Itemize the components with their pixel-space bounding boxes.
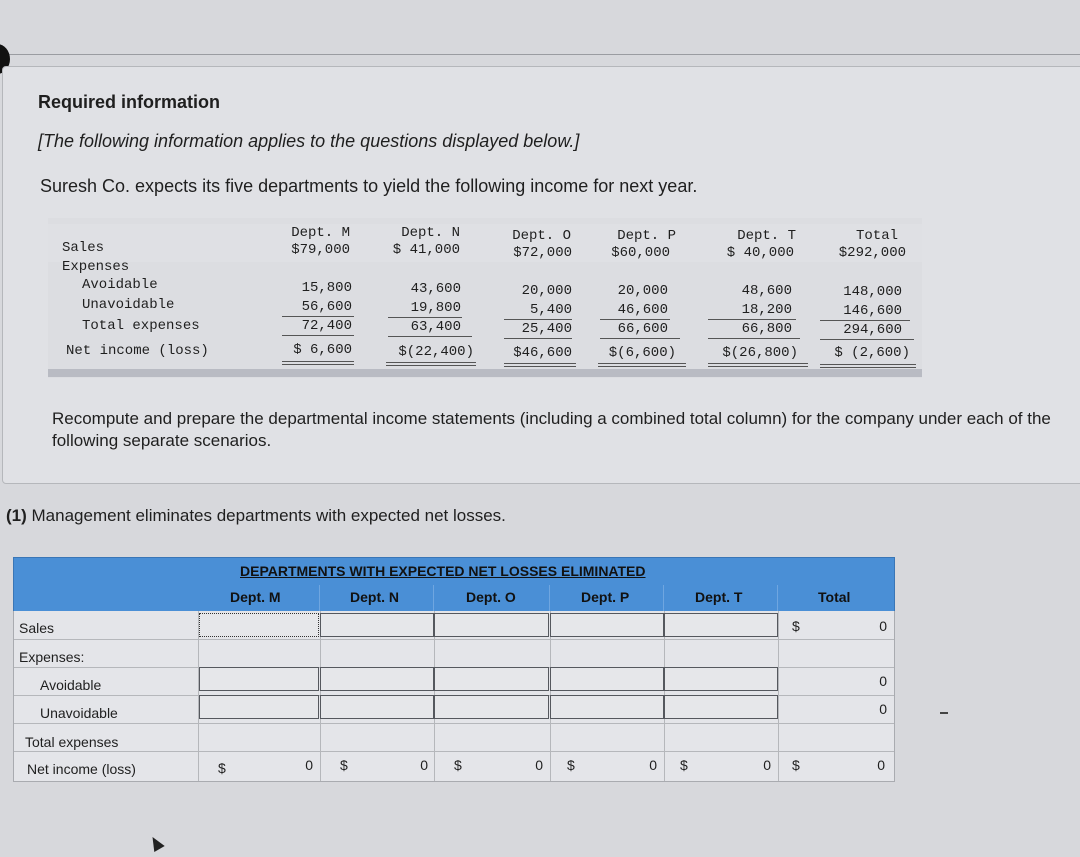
unavoidable-input-dept-m[interactable] bbox=[199, 695, 319, 719]
avoidable-total-value: 0 bbox=[879, 673, 887, 689]
unavoidable-input-dept-o[interactable] bbox=[434, 695, 549, 719]
given-label-expenses: Expenses bbox=[62, 259, 130, 275]
avoidable-input-dept-n[interactable] bbox=[320, 667, 434, 691]
answer-table-title: DEPARTMENTS WITH EXPECTED NET LOSSES ELIMINATED bbox=[240, 563, 646, 579]
intro-text: Suresh Co. expects its five departments to yield the following income for next year. bbox=[40, 176, 698, 196]
given-underline-n bbox=[388, 317, 462, 318]
given-sales-t: $ 40,000 bbox=[726, 245, 794, 261]
required-information-title: Required information bbox=[38, 92, 221, 112]
given-dunderline-m bbox=[282, 361, 354, 365]
given-total-exp-n: 63,400 bbox=[410, 319, 461, 335]
given-sales-n: $ 41,000 bbox=[392, 242, 460, 258]
given-underline-total bbox=[820, 320, 910, 321]
given-unavoidable-m: 56,600 bbox=[301, 299, 352, 315]
instruction-text: Recompute and prepare the departmental income statements (including a combined total column) for the company under each of the following separate scenarios. bbox=[52, 409, 1051, 450]
unavoidable-input-dept-t[interactable] bbox=[664, 695, 778, 719]
sales-input-dept-p[interactable] bbox=[550, 613, 664, 637]
answer-col-t: Dept. T bbox=[695, 589, 743, 605]
given-unavoidable-n: 19,800 bbox=[410, 300, 461, 316]
given-col-total: Total bbox=[855, 228, 898, 244]
given-unavoidable-total: 146,600 bbox=[843, 303, 902, 319]
unavoidable-input-dept-p[interactable] bbox=[550, 695, 664, 719]
given-dunderline-p bbox=[598, 363, 686, 367]
given-label-net-income: Net income (loss) bbox=[66, 343, 209, 359]
given-total-exp-total: 294,600 bbox=[843, 322, 902, 338]
header-divider bbox=[433, 585, 434, 611]
net-dollar-n: $ bbox=[340, 757, 348, 773]
row-line bbox=[14, 751, 894, 752]
given-avoidable-m: 15,800 bbox=[301, 280, 352, 296]
answer-label-total-expenses: Total expenses bbox=[25, 734, 119, 750]
given-avoidable-total: 148,000 bbox=[843, 284, 902, 300]
given-dunderline-total bbox=[820, 364, 916, 368]
given-avoidable-o: 20,000 bbox=[521, 283, 572, 299]
given-underline2-p bbox=[600, 338, 680, 339]
given-dunderline-n bbox=[386, 362, 476, 366]
given-label-total-expenses: Total expenses bbox=[82, 318, 200, 334]
sales-total-dollar: $ bbox=[792, 618, 800, 634]
answer-col-m: Dept. M bbox=[230, 589, 281, 605]
net-value-m: 0 bbox=[305, 757, 313, 773]
avoidable-input-dept-m[interactable] bbox=[199, 667, 319, 691]
answer-table bbox=[13, 557, 895, 781]
mouse-cursor-icon bbox=[147, 834, 164, 852]
given-underline2-o bbox=[504, 338, 572, 339]
net-value-p: 0 bbox=[649, 757, 657, 773]
given-col-o: Dept. O bbox=[512, 228, 571, 244]
answer-label-sales: Sales bbox=[19, 620, 55, 636]
given-underline-p bbox=[600, 319, 670, 320]
given-underline-t bbox=[708, 319, 796, 320]
answer-col-o: Dept. O bbox=[466, 589, 516, 605]
given-col-p: Dept. P bbox=[617, 228, 676, 244]
given-avoidable-p: 20,000 bbox=[617, 283, 668, 299]
given-label-avoidable: Avoidable bbox=[82, 277, 158, 293]
applies-note: [The following information applies to the questions displayed below.] bbox=[38, 131, 580, 151]
net-dollar-total: $ bbox=[792, 757, 800, 773]
given-unavoidable-o: 5,400 bbox=[529, 302, 572, 318]
given-bottom-band bbox=[48, 369, 922, 377]
given-underline2-t bbox=[708, 338, 800, 339]
unavoidable-input-dept-n[interactable] bbox=[320, 695, 434, 719]
given-income-table bbox=[48, 218, 922, 378]
answer-label-expenses: Expenses: bbox=[19, 649, 85, 665]
header-divider bbox=[549, 585, 550, 611]
net-value-total: 0 bbox=[877, 757, 885, 773]
net-dollar-t: $ bbox=[680, 757, 688, 773]
answer-label-net-income: Net income (loss) bbox=[27, 761, 136, 777]
given-unavoidable-p: 46,600 bbox=[617, 302, 668, 318]
answer-col-p: Dept. P bbox=[581, 589, 630, 605]
answer-label-avoidable: Avoidable bbox=[40, 677, 102, 693]
sales-input-dept-o[interactable] bbox=[434, 613, 549, 637]
sales-input-dept-t[interactable] bbox=[664, 613, 778, 637]
given-dunderline-t bbox=[708, 363, 808, 367]
given-label-unavoidable: Unavoidable bbox=[82, 297, 175, 313]
net-value-o: 0 bbox=[535, 757, 543, 773]
given-col-t: Dept. T bbox=[737, 228, 796, 244]
given-sales-total: $292,000 bbox=[838, 245, 906, 261]
net-value-t: 0 bbox=[763, 757, 771, 773]
given-net-total: $ (2,600) bbox=[834, 345, 910, 361]
answer-label-unavoidable: Unavoidable bbox=[40, 705, 118, 721]
given-dunderline-o bbox=[504, 363, 576, 367]
given-total-exp-p: 66,600 bbox=[617, 321, 668, 337]
unavoidable-total-value: 0 bbox=[879, 701, 887, 717]
given-unavoidable-t: 18,200 bbox=[741, 302, 792, 318]
given-col-m: Dept. M bbox=[291, 225, 350, 241]
given-avoidable-n: 43,600 bbox=[410, 281, 461, 297]
header-divider bbox=[319, 585, 320, 611]
avoidable-input-dept-t[interactable] bbox=[664, 667, 778, 691]
given-sales-m: $79,000 bbox=[291, 242, 350, 258]
given-net-o: $46,600 bbox=[513, 345, 572, 361]
net-value-n: 0 bbox=[420, 757, 428, 773]
row-line bbox=[14, 723, 894, 724]
scenario-1 bbox=[6, 506, 506, 526]
given-underline-o bbox=[504, 319, 572, 320]
top-divider bbox=[0, 54, 1080, 55]
given-net-m: $ 6,600 bbox=[293, 342, 352, 358]
given-sales-p: $60,000 bbox=[611, 245, 670, 261]
sales-input-dept-m[interactable] bbox=[199, 613, 319, 637]
avoidable-input-dept-p[interactable] bbox=[550, 667, 664, 691]
given-col-n: Dept. N bbox=[401, 225, 460, 241]
given-underline2-m bbox=[282, 335, 354, 336]
given-net-t: $(26,800) bbox=[722, 345, 798, 361]
given-sales-o: $72,000 bbox=[513, 245, 572, 261]
answer-col-n: Dept. N bbox=[350, 589, 399, 605]
scenario-text: Management eliminates departments with expected net losses. bbox=[31, 506, 506, 525]
given-underline2-n bbox=[388, 336, 472, 337]
net-dollar-p: $ bbox=[567, 757, 575, 773]
answer-col-total: Total bbox=[818, 589, 851, 605]
sales-input-dept-n[interactable] bbox=[320, 613, 434, 637]
given-label-sales: Sales bbox=[62, 240, 105, 256]
answer-title-row bbox=[13, 557, 895, 586]
header-divider bbox=[777, 585, 778, 611]
row-line bbox=[14, 639, 894, 640]
given-total-exp-t: 66,800 bbox=[741, 321, 792, 337]
net-dollar-m: $ bbox=[218, 760, 226, 776]
given-underline-m bbox=[282, 316, 354, 317]
stray-dash bbox=[940, 712, 948, 714]
given-avoidable-t: 48,600 bbox=[741, 283, 792, 299]
given-total-exp-m: 72,400 bbox=[301, 318, 352, 334]
given-net-p: $(6,600) bbox=[608, 345, 676, 361]
col-line bbox=[778, 611, 779, 781]
avoidable-input-dept-o[interactable] bbox=[434, 667, 549, 691]
sales-total-value: 0 bbox=[879, 618, 887, 634]
given-net-n: $(22,400) bbox=[398, 344, 474, 360]
header-divider bbox=[663, 585, 664, 611]
scenario-number: (1) bbox=[6, 506, 27, 525]
given-underline2-total bbox=[820, 339, 914, 340]
answer-header-row bbox=[13, 585, 895, 612]
given-total-exp-o: 25,400 bbox=[521, 321, 572, 337]
net-dollar-o: $ bbox=[454, 757, 462, 773]
